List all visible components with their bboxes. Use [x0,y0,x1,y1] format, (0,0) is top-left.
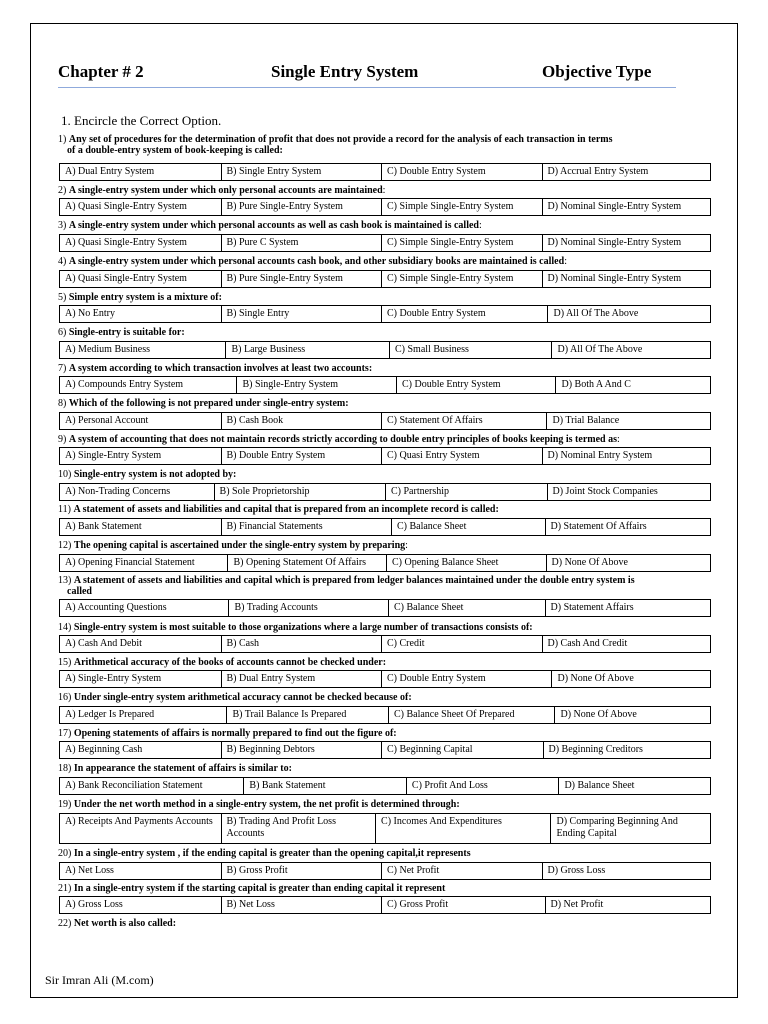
answer-option[interactable]: B) Trading Accounts [229,600,389,616]
question-text: Under single-entry system arithmetical accuracy cannot be checked because of: [73,692,412,703]
question-text: A single-entry system under which only personal accounts are maintained [68,185,383,196]
question-text: A statement of assets and liabilities and capital which is prepared from ledger balances maintained under the double entry system is [73,575,635,586]
question-item [58,848,718,859]
options-row [59,447,711,465]
answer-option[interactable]: C) Double Entry System [382,306,548,322]
answer-option[interactable]: D) Nominal Single-Entry System [547,201,682,212]
answer-option[interactable]: D) Joint Stock Companies [552,486,658,497]
answer-option[interactable]: D) Beginning Creditors [548,744,643,755]
answer-option[interactable]: C) Simple Single-Entry System [382,271,543,287]
options-row [59,518,711,536]
question-number: 5) [58,292,69,303]
answer-option[interactable]: B) Pure Single-Entry System [222,271,383,287]
question-number: 4) [58,256,69,267]
question-item [58,327,718,338]
answer-option[interactable]: C) Incomes And Expenditures [376,814,551,843]
options-row [59,341,711,359]
answer-option[interactable]: A) Personal Account [60,413,222,429]
answer-option[interactable]: A) Dual Entry System [60,164,222,180]
question-text: The opening capital is ascertained under the single-entry system by preparing [73,540,406,551]
question-text: A system according to which transaction involves at least two accounts: [68,363,373,374]
question-item [58,434,718,445]
answer-option[interactable]: B) Sole Proprietorship [215,484,386,500]
answer-option[interactable]: B) Cash Book [222,413,383,429]
options-row [59,741,711,759]
answer-option[interactable]: B) Trail Balance Is Prepared [227,707,389,723]
answer-option[interactable]: A) Cash And Debit [60,636,222,652]
options-row [59,670,711,688]
options-row [59,599,711,617]
question-number: 6) [58,327,69,338]
options-row [59,270,711,288]
answer-option[interactable]: C) Beginning Capital [382,742,544,758]
answer-option[interactable]: D) Trial Balance [552,415,620,426]
question-punctuation: : [616,434,620,445]
question-number: 11) [58,504,74,515]
question-item [58,134,718,156]
question-text: Simple entry system is a mixture of: [68,292,222,303]
question-number: 16) [58,692,74,703]
answer-option[interactable]: C) Double Entry System [382,671,552,687]
question-item [58,692,718,703]
question-number: 9) [58,434,69,445]
question-item [58,540,718,551]
answer-option[interactable]: C) Balance Sheet [392,519,546,535]
answer-option[interactable]: C) Double Entry System [397,377,557,393]
answer-option[interactable]: B) Opening Statement Of Affairs [228,555,387,571]
question-item [58,575,718,597]
answer-option[interactable]: A) Beginning Cash [60,742,222,758]
question-item [58,883,718,894]
question-number: 12) [58,540,74,551]
question-number: 18) [58,763,74,774]
question-text-continued: called [67,586,92,597]
answer-option[interactable]: D) Balance Sheet [564,780,635,791]
question-text: Which of the following is not prepared under single-entry system: [68,398,349,409]
question-item [58,918,718,929]
answer-option[interactable]: C) Net Profit [382,863,543,879]
question-number: 21) [58,883,74,894]
question-number: 20) [58,848,74,859]
answer-option[interactable]: D) Both A And C [561,379,631,390]
answer-option[interactable]: A) Bank Statement [60,519,222,535]
answer-option[interactable]: C) Simple Single-Entry System [382,235,543,251]
header-divider [58,87,676,88]
question-number: 14) [58,622,74,633]
options-row [59,305,711,323]
question-number: 2) [58,185,69,196]
answer-option[interactable]: B) Cash [222,636,383,652]
answer-option[interactable]: C) Profit And Loss [407,778,560,794]
answer-option[interactable]: B) Bank Statement [244,778,407,794]
answer-option[interactable]: C) Opening Balance Sheet [387,555,547,571]
answer-option[interactable]: A) Medium Business [60,342,226,358]
answer-option[interactable]: A) Net Loss [60,863,222,879]
question-text-continued: of a double-entry system of book-keeping is called: [67,145,283,156]
question-text: Any set of procedures for the determination of profit that does not provide a record for the analysis of each transaction in terms [68,134,613,145]
answer-option[interactable]: A) Quasi Single-Entry System [60,235,222,251]
answer-option[interactable]: C) Double Entry System [382,164,543,180]
question-text: Single-entry system is most suitable to those organizations where a large number of transactions consists of: [73,622,533,633]
page-title: Single Entry System [271,62,419,81]
question-number: 22) [58,918,74,929]
answer-option[interactable]: B) Trading And Profit Loss Accounts [222,814,377,843]
question-text: A statement of assets and liabilities and capital that is prepared from an incomplete record is called: [73,504,499,515]
question-text: Net worth is also called: [73,918,177,929]
answer-option[interactable]: A) Ledger Is Prepared [60,707,227,723]
answer-option[interactable]: C) Credit [382,636,543,652]
question-text: Under the net worth method in a single-entry system, the net profit is determined through: [73,799,460,810]
answer-option[interactable]: D) All Of The Above [553,308,639,319]
answer-option[interactable]: D) Nominal Entry System [547,450,653,461]
answer-option[interactable]: B) Pure Single-Entry System [222,199,383,215]
question-text: In a single-entry system if the starting capital is greater than ending capital it represent [73,883,446,894]
chapter-label: Chapter # 2 [58,62,144,81]
question-text: Single-entry system is not adopted by: [73,469,237,480]
question-item [58,469,718,480]
answer-option[interactable]: D) Gross Loss [547,865,606,876]
answer-option[interactable]: C) Statement Of Affairs [382,413,547,429]
question-number: 1) [58,134,69,145]
options-row [59,813,711,844]
answer-option[interactable]: D) None Of Above [560,709,637,720]
answer-option[interactable]: A) Quasi Single-Entry System [60,199,222,215]
question-text: Arithmetical accuracy of the books of accounts cannot be checked under: [73,657,387,668]
question-text: A single-entry system under which personal accounts as well as cash book is maintained is called [68,220,479,231]
options-row [59,635,711,653]
answer-option[interactable]: A) Non-Trading Concerns [60,484,215,500]
options-row [59,412,711,430]
question-punctuation: : [382,185,386,196]
answer-option[interactable]: B) Single-Entry System [237,377,397,393]
answer-option[interactable]: A) Gross Loss [60,897,222,913]
question-number: 8) [58,398,69,409]
answer-option[interactable]: D) None Of Above [557,673,634,684]
options-row [59,198,711,216]
answer-option[interactable]: C) Quasi Entry System [382,448,543,464]
question-punctuation: : [564,256,567,267]
options-row [59,376,711,394]
answer-option[interactable]: B) Financial Statements [222,519,392,535]
question-text: In a single-entry system , if the ending capital is greater than the opening capital,it represents [73,848,471,859]
answer-option[interactable]: A) Single-Entry System [60,448,222,464]
question-item [58,728,718,739]
question-item [58,256,718,267]
question-number: 15) [58,657,74,668]
question-number: 10) [58,469,74,480]
question-item [58,398,718,409]
question-item [58,799,718,810]
answer-option[interactable]: D) All Of The Above [557,344,643,355]
question-text: In appearance the statement of affairs is similar to: [73,763,292,774]
question-item [58,220,718,231]
options-row [59,483,711,501]
answer-option[interactable]: A) Quasi Single-Entry System [60,271,222,287]
answer-option[interactable]: A) Bank Reconciliation Statement [60,778,244,794]
question-punctuation: : [405,540,408,551]
question-item [58,763,718,774]
question-text: A system of accounting that does not maintain records strictly according to double entry principles of books keeping is termed as [68,434,617,445]
answer-option[interactable]: B) Pure C System [222,235,383,251]
question-type-label: Objective Type [542,62,652,81]
question-number: 13) [58,575,74,586]
answer-option[interactable]: B) Beginning Debtors [222,742,383,758]
answer-option[interactable]: A) Compounds Entry System [60,377,237,393]
answer-option[interactable]: C) Small Business [390,342,553,358]
options-row [59,234,711,252]
answer-option[interactable]: C) Balance Sheet [389,600,546,616]
answer-option[interactable]: B) Large Business [226,342,390,358]
answer-option[interactable]: D) None Of Above [551,557,628,568]
answer-option[interactable]: D) Nominal Single-Entry System [547,237,682,248]
answer-option[interactable]: C) Simple Single-Entry System [382,199,543,215]
options-row [59,163,711,181]
answer-option[interactable]: B) Single Entry [222,306,383,322]
answer-option[interactable]: D) Statement Of Affairs [550,521,647,532]
options-row [59,554,711,572]
answer-option[interactable]: B) Gross Profit [222,863,383,879]
answer-option[interactable]: A) No Entry [60,306,222,322]
question-item [58,292,718,303]
answer-option[interactable]: A) Receipts And Payments Accounts [60,814,222,843]
question-text: Opening statements of affairs is normally prepared to find out the figure of: [73,728,397,739]
answer-option[interactable]: D) Accrual Entry System [547,166,649,177]
question-punctuation: : [478,220,482,231]
answer-option[interactable]: A) Accounting Questions [60,600,229,616]
question-number: 17) [58,728,74,739]
question-text: A single-entry system under which personal accounts cash book, and other subsidiary books are maintained is called [68,256,565,267]
question-item [58,363,718,374]
question-number: 7) [58,363,69,374]
answer-option[interactable]: D) Net Profit [550,899,604,910]
answer-option[interactable]: D) Comparing Beginning And Ending Capital [556,816,678,839]
answer-option[interactable]: B) Double Entry System [222,448,383,464]
options-row [59,777,711,795]
question-item [58,622,718,633]
question-number: 19) [58,799,74,810]
answer-option[interactable]: B) Net Loss [222,897,383,913]
question-number: 3) [58,220,69,231]
answer-option[interactable]: A) Single-Entry System [60,671,222,687]
answer-option[interactable]: A) Opening Financial Statement [60,555,228,571]
section-title: 1. Encircle the Correct Option. [61,113,222,128]
page-header [58,62,678,88]
author-footer: Sir Imran Ali (M.com) [45,973,154,987]
answer-option[interactable]: D) Nominal Single-Entry System [547,273,682,284]
options-row [59,862,711,880]
answer-option[interactable]: B) Single Entry System [222,164,383,180]
question-item [58,185,718,196]
answer-option[interactable]: C) Gross Profit [382,897,546,913]
question-text: Single-entry is suitable for: [68,327,185,338]
options-row [59,896,711,914]
question-item [58,657,718,668]
answer-option[interactable]: D) Statement Affairs [550,602,634,613]
answer-option[interactable]: B) Dual Entry System [222,671,383,687]
answer-option[interactable]: D) Cash And Credit [547,638,628,649]
answer-option[interactable]: C) Balance Sheet Of Prepared [389,707,555,723]
question-item [58,504,718,515]
answer-option[interactable]: C) Partnership [386,484,548,500]
options-row [59,706,711,724]
